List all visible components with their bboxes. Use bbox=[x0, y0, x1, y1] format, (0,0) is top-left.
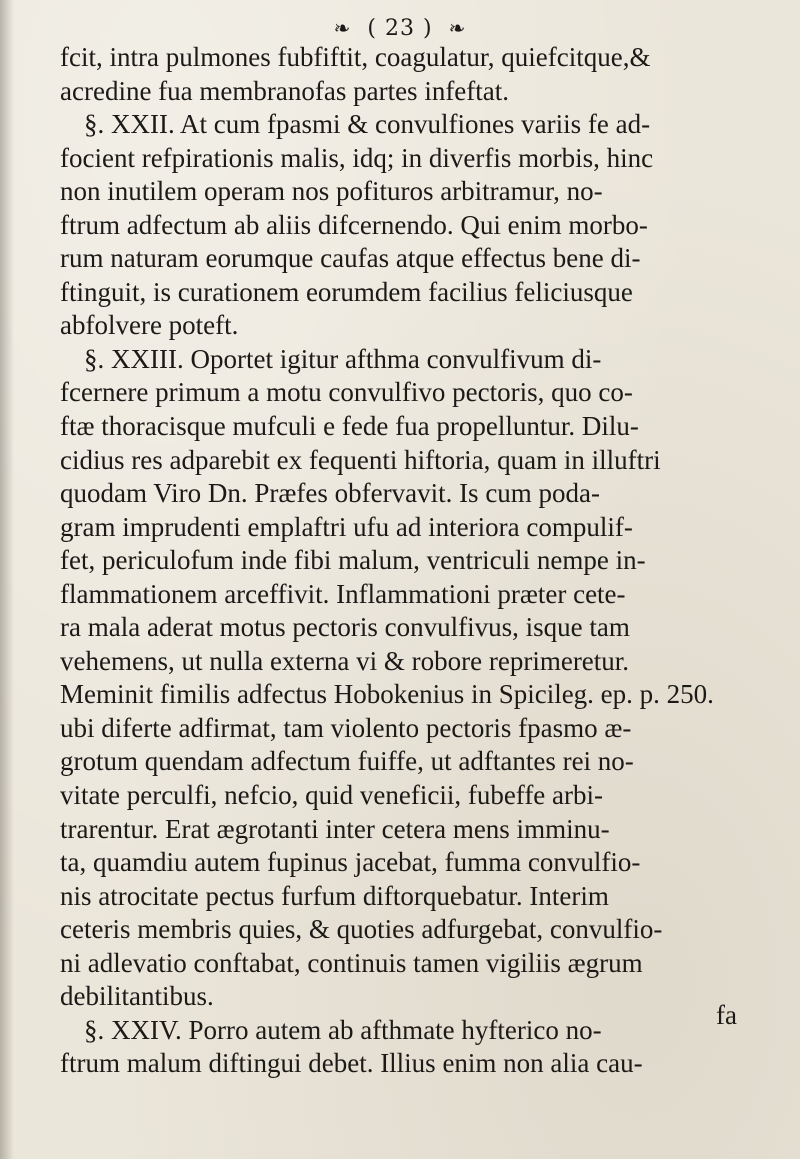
text-line: ta, quamdiu autem fupinus jacebat, fumma convulfio- bbox=[60, 847, 641, 878]
text-line: gram imprudenti emplaftri ufu ad interiora compulif- bbox=[60, 511, 633, 542]
text-line: fcernere primum a motu convulfivo pectoris, quo co- bbox=[60, 377, 633, 408]
page-header bbox=[0, 16, 800, 41]
text-line: non inutilem operam nos pofituros arbitramur, no- bbox=[60, 176, 603, 207]
text-line: fcit, intra pulmones fubfiftit, coagulatur, quiefcitque,& bbox=[60, 42, 651, 72]
text-line: vehemens, ut nulla externa vi & robore reprimeretur. bbox=[60, 645, 630, 676]
text-line: ra mala aderat motus pectoris convulfivus, isque tam bbox=[60, 612, 630, 643]
body-text bbox=[60, 41, 760, 1081]
text-line: ubi diferte adfirmat, tam violento pectoris fpasmo æ- bbox=[60, 712, 632, 743]
ornament-right: ❧ bbox=[448, 16, 467, 40]
text-line: focient refpirationis malis, idq; in diverfis morbis, hinc bbox=[60, 142, 654, 173]
text-line: ftrum malum diftingui debet. Illius enim non alia cau- bbox=[60, 1048, 643, 1079]
text-line: abfolvere poteft. bbox=[60, 310, 239, 341]
text-line: fet, periculofum inde fibi malum, ventriculi nempe in- bbox=[60, 545, 646, 576]
text-line: acredine fua membranofas partes infeftat. bbox=[60, 75, 510, 106]
text-line: trarentur. Erat ægrotanti inter cetera mens imminu- bbox=[60, 813, 610, 844]
catchword: fa bbox=[716, 1000, 737, 1030]
text-line: ftrum adfectum ab aliis difcernendo. Qui enim morbo- bbox=[60, 209, 648, 240]
text-line: flammationem arceffivit. Inflammationi præter cete- bbox=[60, 578, 626, 609]
text-line: §. XXIV. Porro autem ab afthmate hyfterico no- bbox=[84, 1014, 602, 1045]
text-line: ftinguit, is curationem eorumdem facilius feliciusque bbox=[60, 276, 633, 307]
ornament-left: ❧ bbox=[333, 16, 352, 40]
text-line: grotum quendam adfectum fuiffe, ut adftantes rei no- bbox=[60, 746, 634, 777]
text-line: ceteris membris quies, & quoties adfurgebat, convulfio- bbox=[60, 914, 663, 945]
text-line: quodam Viro Dn. Præfes obfervavit. Is cum poda- bbox=[60, 478, 601, 509]
binding-shadow bbox=[0, 0, 14, 1159]
text-line: §. XXII. At cum fpasmi & convulfiones variis fe ad- bbox=[84, 109, 651, 140]
text-line: nis atrocitate pectus furfum diftorquebatur. Interim bbox=[60, 880, 609, 911]
text-line: ni adlevatio conftabat, continuis tamen vigiliis ægrum bbox=[60, 947, 643, 978]
text-line: §. XXIII. Oportet igitur afthma convulfivum di- bbox=[84, 343, 602, 374]
text-line: Meminit fimilis adfectus Hobokenius in Spicileg. ep. p. 250. bbox=[60, 679, 714, 710]
text-line: ftæ thoracisque mufculi e fede fua propelluntur. Dilu- bbox=[60, 411, 639, 442]
text-line: cidius res adparebit ex fequenti hiftoria, quam in illuftri bbox=[60, 444, 661, 475]
text-line: vitate perculfi, nefcio, quid veneficii, fubeffe arbi- bbox=[60, 780, 604, 811]
text-line: rum naturam eorumque caufas atque effectus bene di- bbox=[60, 243, 641, 274]
page-number: ( 23 ) bbox=[367, 16, 433, 41]
text-line: debilitantibus. bbox=[60, 981, 214, 1012]
